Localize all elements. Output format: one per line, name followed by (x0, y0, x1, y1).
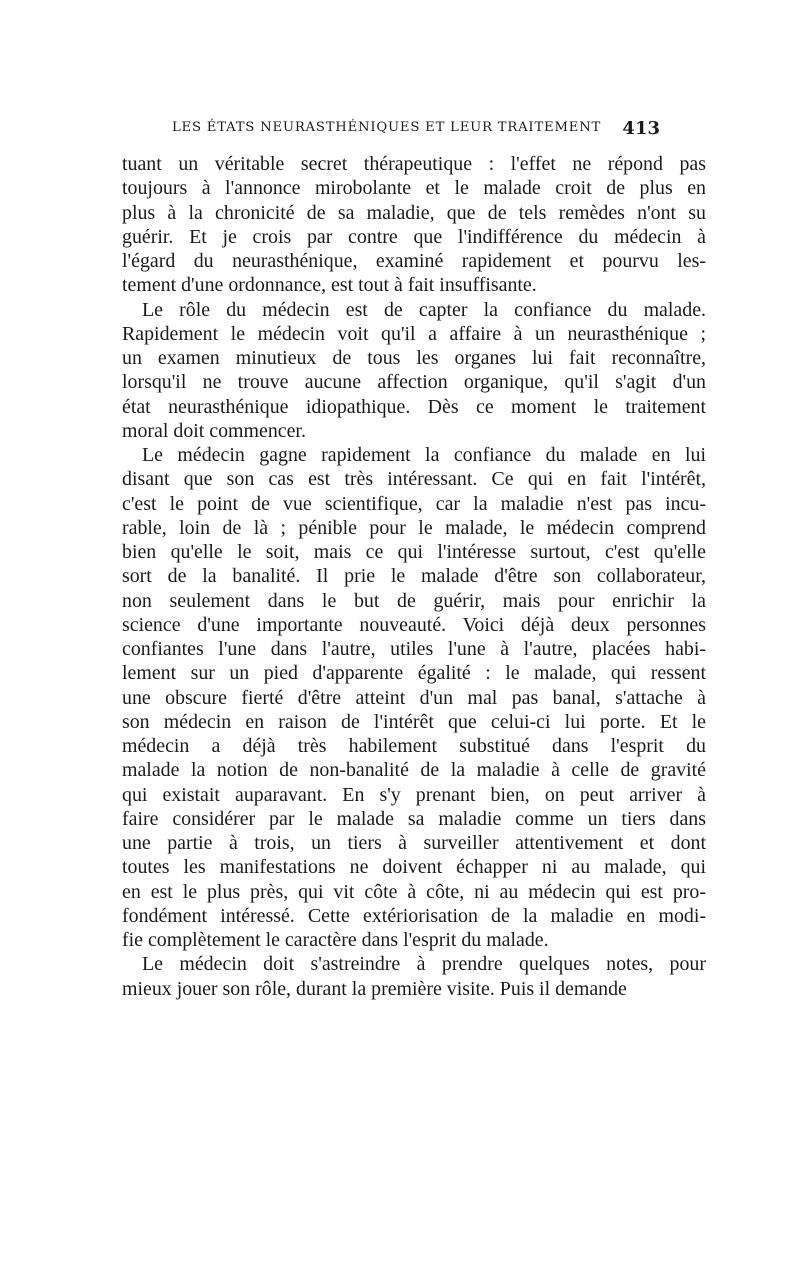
running-head (172, 118, 660, 142)
text-line: guérir. Et je crois par contre que l'indifférence du médecin à (122, 225, 706, 248)
text-line: rable, loin de là ; pénible pour le malade, le médecin comprend (122, 516, 706, 539)
paragraph (122, 443, 706, 952)
text-line: science d'une importante nouveauté. Voici déjà deux personnes (122, 613, 706, 636)
paragraph (122, 298, 706, 444)
text-line: Rapidement le médecin voit qu'il a affaire à un neurasthénique ; (122, 322, 706, 345)
text-line: confiantes l'une dans l'autre, utiles l'une à l'autre, placées habi- (122, 638, 706, 660)
text-line: médecin a déjà très habilement substitué dans l'esprit du (122, 735, 706, 757)
text-line: l'égard du neurasthénique, examiné rapidement et pourvu les- (122, 250, 706, 272)
body-text (122, 152, 706, 1001)
text-line: fie complètement le caractère dans l'esprit du malade. (122, 929, 549, 951)
text-line: tement d'une ordonnance, est tout à fait insuffisante. (122, 274, 537, 297)
text-line: toutes les manifestations ne doivent échapper ni au malade, qui (122, 856, 706, 879)
running-title: LES ÉTATS NEURASTHÉNIQUES ET LEUR TRAITEMENT (172, 120, 602, 135)
text-line: toujours à l'annonce mirobolante et le malade croit de plus en (122, 177, 706, 200)
paragraph (122, 152, 706, 298)
text-line: fondément intéressé. Cette extériorisation de la maladie en modi- (122, 904, 706, 927)
paragraph (122, 952, 706, 1001)
text-line: moral doit commencer. (122, 419, 306, 442)
text-line: qui existait auparavant. En s'y prenant bien, on peut arriver à (122, 783, 706, 806)
text-line: malade la notion de non-banalité de la maladie à celle de gravité (122, 759, 706, 782)
text-line: mieux jouer son rôle, durant la première visite. Puis il demande (122, 977, 627, 1000)
text-line: sort de la banalité. Il prie le malade d'être son collaborateur, (122, 565, 706, 588)
text-line: c'est le point de vue scientifique, car la maladie n'est pas incu- (122, 492, 706, 515)
text-line: Le médecin gagne rapidement la confiance du malade en lui (142, 444, 706, 466)
text-line: son médecin en raison de l'intérêt que celui-ci lui porte. Et le (122, 710, 706, 733)
text-line: Le rôle du médecin est de capter la confiance du malade. (142, 298, 706, 321)
text-line: non seulement dans le but de guérir, mais pour enrichir la (122, 589, 706, 612)
page-number: 413 (622, 118, 660, 139)
text-line: tuant un véritable secret thérapeutique : l'effet ne répond pas (122, 153, 706, 175)
text-line: une obscure fierté d'être atteint d'un mal pas banal, s'attache à (122, 686, 706, 709)
text-line: faire considérer par le malade sa maladie comme un tiers dans (122, 807, 706, 830)
text-line: une partie à trois, un tiers à surveiller attentivement et dont (122, 832, 706, 854)
text-line: bien qu'elle le soit, mais ce qui l'intéresse surtout, c'est qu'elle (122, 541, 706, 563)
text-line: plus à la chronicité de sa maladie, que de tels remèdes n'ont su (122, 201, 706, 224)
text-line: lement sur un pied d'apparente égalité : le malade, qui ressent (122, 662, 706, 685)
text-line: état neurasthénique idiopathique. Dès ce moment le traitement (122, 395, 706, 418)
text-line: un examen minutieux de tous les organes lui fait reconnaître, (122, 347, 706, 369)
text-line: lorsqu'il ne trouve aucune affection organique, qu'il s'agit d'un (122, 371, 706, 394)
text-line: disant que son cas est très intéressant. Ce qui en fait l'intérêt, (122, 468, 706, 491)
text-line: en est le plus près, qui vit côte à côte, ni au médecin qui est pro- (122, 880, 706, 903)
text-line: Le médecin doit s'astreindre à prendre quelques notes, pour (142, 953, 706, 976)
